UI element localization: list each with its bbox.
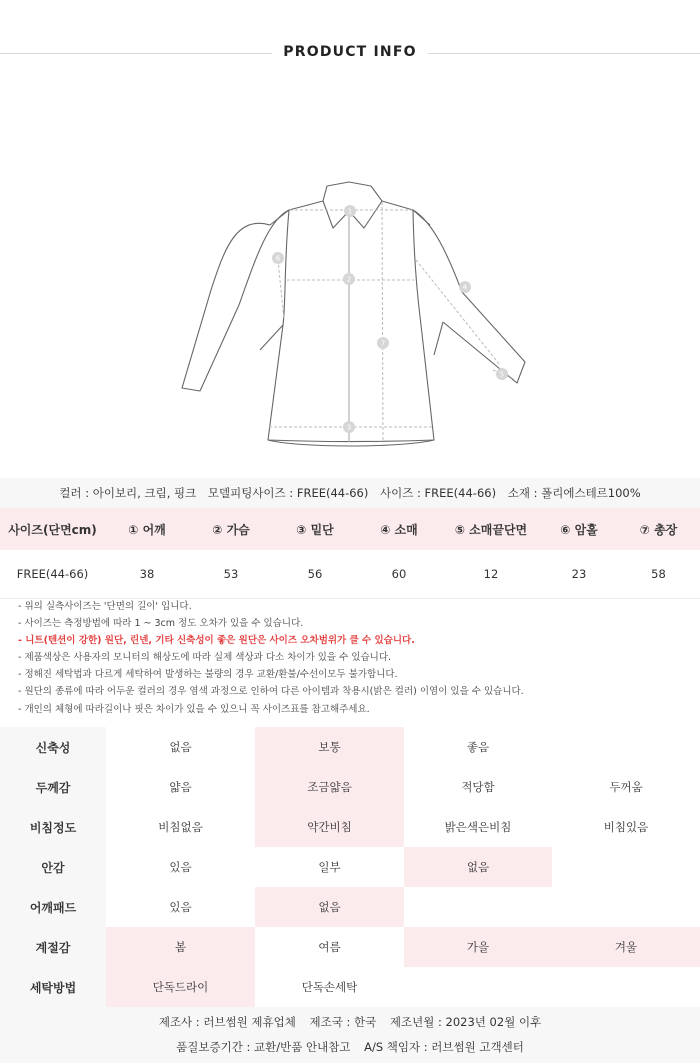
- product-footer: [0, 1007, 700, 1063]
- marker-3: [343, 421, 355, 433]
- property-option: 없음: [255, 887, 404, 927]
- svg-text:6: 6: [275, 254, 281, 263]
- property-option: [404, 887, 552, 927]
- property-option: 단독손세탁: [301, 980, 358, 994]
- page-title: PRODUCT INFO: [283, 44, 417, 60]
- color-info: 컬러 : 아이보리, 크림, 핑크: [59, 486, 197, 500]
- size-cell: 38: [105, 550, 189, 598]
- property-option: 비침없음: [158, 820, 203, 834]
- marker-4: [459, 281, 471, 293]
- shirt-outline: [182, 182, 525, 446]
- svg-text:4: 4: [462, 283, 468, 292]
- property-option: 적당함: [461, 780, 495, 794]
- size-cell: 60: [357, 550, 441, 598]
- property-label: 계절감: [0, 927, 106, 967]
- size-cell: 58: [617, 550, 700, 598]
- property-option: 밝은색은비침: [444, 820, 512, 834]
- property-option: 좋음: [466, 740, 490, 754]
- property-table-body: [0, 727, 700, 1007]
- footer-row: [0, 1032, 700, 1057]
- material-info: 소재 : 폴리에스테르100%: [507, 486, 641, 500]
- size-cell: 53: [189, 550, 273, 598]
- size-header-cell: ④ 소매: [357, 508, 441, 550]
- property-option: 조금얇음: [255, 767, 404, 807]
- svg-text:5: 5: [499, 370, 505, 379]
- property-option: 비침있음: [603, 820, 649, 834]
- note-item-warning: - 니트(텐션이 강한) 원단, 린넨, 기타 신축성이 좋은 원단은 사이즈 오차범위가 클 수 있습니다.: [18, 635, 415, 647]
- size-cell: 23: [541, 550, 617, 598]
- date-info: 제조년월 : 2023년 02월 이후: [389, 1015, 542, 1029]
- property-option: [552, 967, 700, 1007]
- table-row: [0, 807, 700, 847]
- size-info: 사이즈 : FREE(44-66): [380, 486, 497, 500]
- divider-right: [428, 53, 700, 54]
- note-item: - 위의 실측사이즈는 '단면의 길이' 입니다.: [18, 601, 192, 612]
- property-label: 비침정도: [0, 807, 106, 847]
- property-option: 얇음: [169, 780, 192, 794]
- size-table-header: [0, 508, 700, 550]
- svg-text:3: 3: [346, 423, 352, 432]
- section-header: [0, 42, 700, 64]
- property-table: [0, 727, 700, 1007]
- property-option: 가을: [404, 927, 552, 967]
- marker-1: [344, 205, 356, 217]
- property-option: 약간비침: [255, 807, 404, 847]
- as-info: A/S 책임자 : 러브썸원 고객센터: [364, 1040, 524, 1054]
- size-header-cell: 사이즈(단면cm): [0, 508, 105, 550]
- marker-7: [377, 337, 389, 349]
- table-row: [0, 967, 700, 1007]
- table-row: [0, 887, 700, 927]
- size-cell: 12: [441, 550, 541, 598]
- size-header-cell: ① 어깨: [105, 508, 189, 550]
- property-label: 어깨패드: [0, 887, 106, 927]
- property-label: 안감: [0, 847, 106, 887]
- marker-2: [343, 273, 355, 285]
- size-cell: FREE(44-66): [0, 550, 105, 598]
- property-option: 일부: [318, 860, 341, 874]
- size-header-cell: ⑥ 암홀: [541, 508, 617, 550]
- size-table: [0, 508, 700, 599]
- size-header-cell: ⑦ 총장: [617, 508, 700, 550]
- property-option: 단독드라이: [106, 967, 255, 1007]
- marker-6: [272, 252, 284, 264]
- size-header-cell: ② 가슴: [189, 508, 273, 550]
- property-option: 있음: [169, 900, 192, 914]
- marker-5: [496, 368, 508, 380]
- size-notes: [18, 598, 688, 718]
- measure-lines: [269, 202, 516, 440]
- footer-row: [0, 1007, 700, 1032]
- table-row: [0, 767, 700, 807]
- property-option: 없음: [404, 847, 552, 887]
- property-option: 있음: [169, 860, 192, 874]
- property-label: 신축성: [0, 727, 106, 767]
- size-cell: 56: [273, 550, 357, 598]
- maker-info: 제조사 : 러브썸원 제휴업체: [158, 1015, 296, 1029]
- property-option: 보통: [255, 727, 404, 767]
- svg-text:7: 7: [380, 339, 386, 348]
- table-row: [0, 727, 700, 767]
- note-item: - 사이즈는 측정방법에 따라 1 ~ 3cm 정도 오차가 있을 수 있습니다.: [18, 618, 304, 630]
- property-option: 여름: [318, 940, 341, 954]
- property-option: 봄: [106, 927, 255, 967]
- svg-text:2: 2: [346, 275, 352, 284]
- note-item: - 정해진 세탁법과 다르게 세탁하여 발생하는 불량의 경우 교환/환불/수선이모두 불가합니다.: [18, 669, 398, 681]
- markers: [272, 205, 508, 433]
- svg-text:1: 1: [347, 207, 353, 216]
- warranty-info: 품질보증기간 : 교환/반품 안내참고: [176, 1040, 351, 1054]
- table-row: [0, 550, 700, 598]
- property-option: [552, 887, 700, 927]
- product-summary: [0, 478, 700, 508]
- shirt-measurement-diagram: [0, 70, 700, 475]
- property-option: [404, 967, 552, 1007]
- size-header-cell: ⑤ 소매끝단면: [441, 508, 541, 550]
- property-option: 두꺼움: [609, 780, 643, 794]
- table-row: [0, 927, 700, 967]
- property-label: 세탁방법: [0, 967, 106, 1007]
- note-item: - 원단의 종류에 따라 어두운 컬러의 경우 염색 과정으로 인하여 다른 아이템과 착용시(밝은 컬러) 이염이 있을 수 있습니다.: [18, 686, 524, 698]
- property-label: 두께감: [0, 767, 106, 807]
- note-item: - 개인의 체형에 따라길이나 핏은 차이가 있을 수 있으니 꼭 사이즈표를 참고해주세요.: [18, 703, 370, 715]
- property-option: [552, 847, 700, 887]
- note-item: - 제품색상은 사용자의 모니터의 해상도에 따라 실제 색상과 다소 차이가 있을 수 있습니다.: [18, 652, 392, 664]
- property-option: 없음: [169, 740, 192, 754]
- size-header-cell: ③ 밑단: [273, 508, 357, 550]
- property-option: 겨울: [552, 927, 700, 967]
- model-size-info: 모델피팅사이즈 : FREE(44-66): [207, 486, 369, 500]
- property-option: [552, 727, 700, 767]
- country-info: 제조국 : 한국: [309, 1015, 377, 1029]
- table-row: [0, 847, 700, 887]
